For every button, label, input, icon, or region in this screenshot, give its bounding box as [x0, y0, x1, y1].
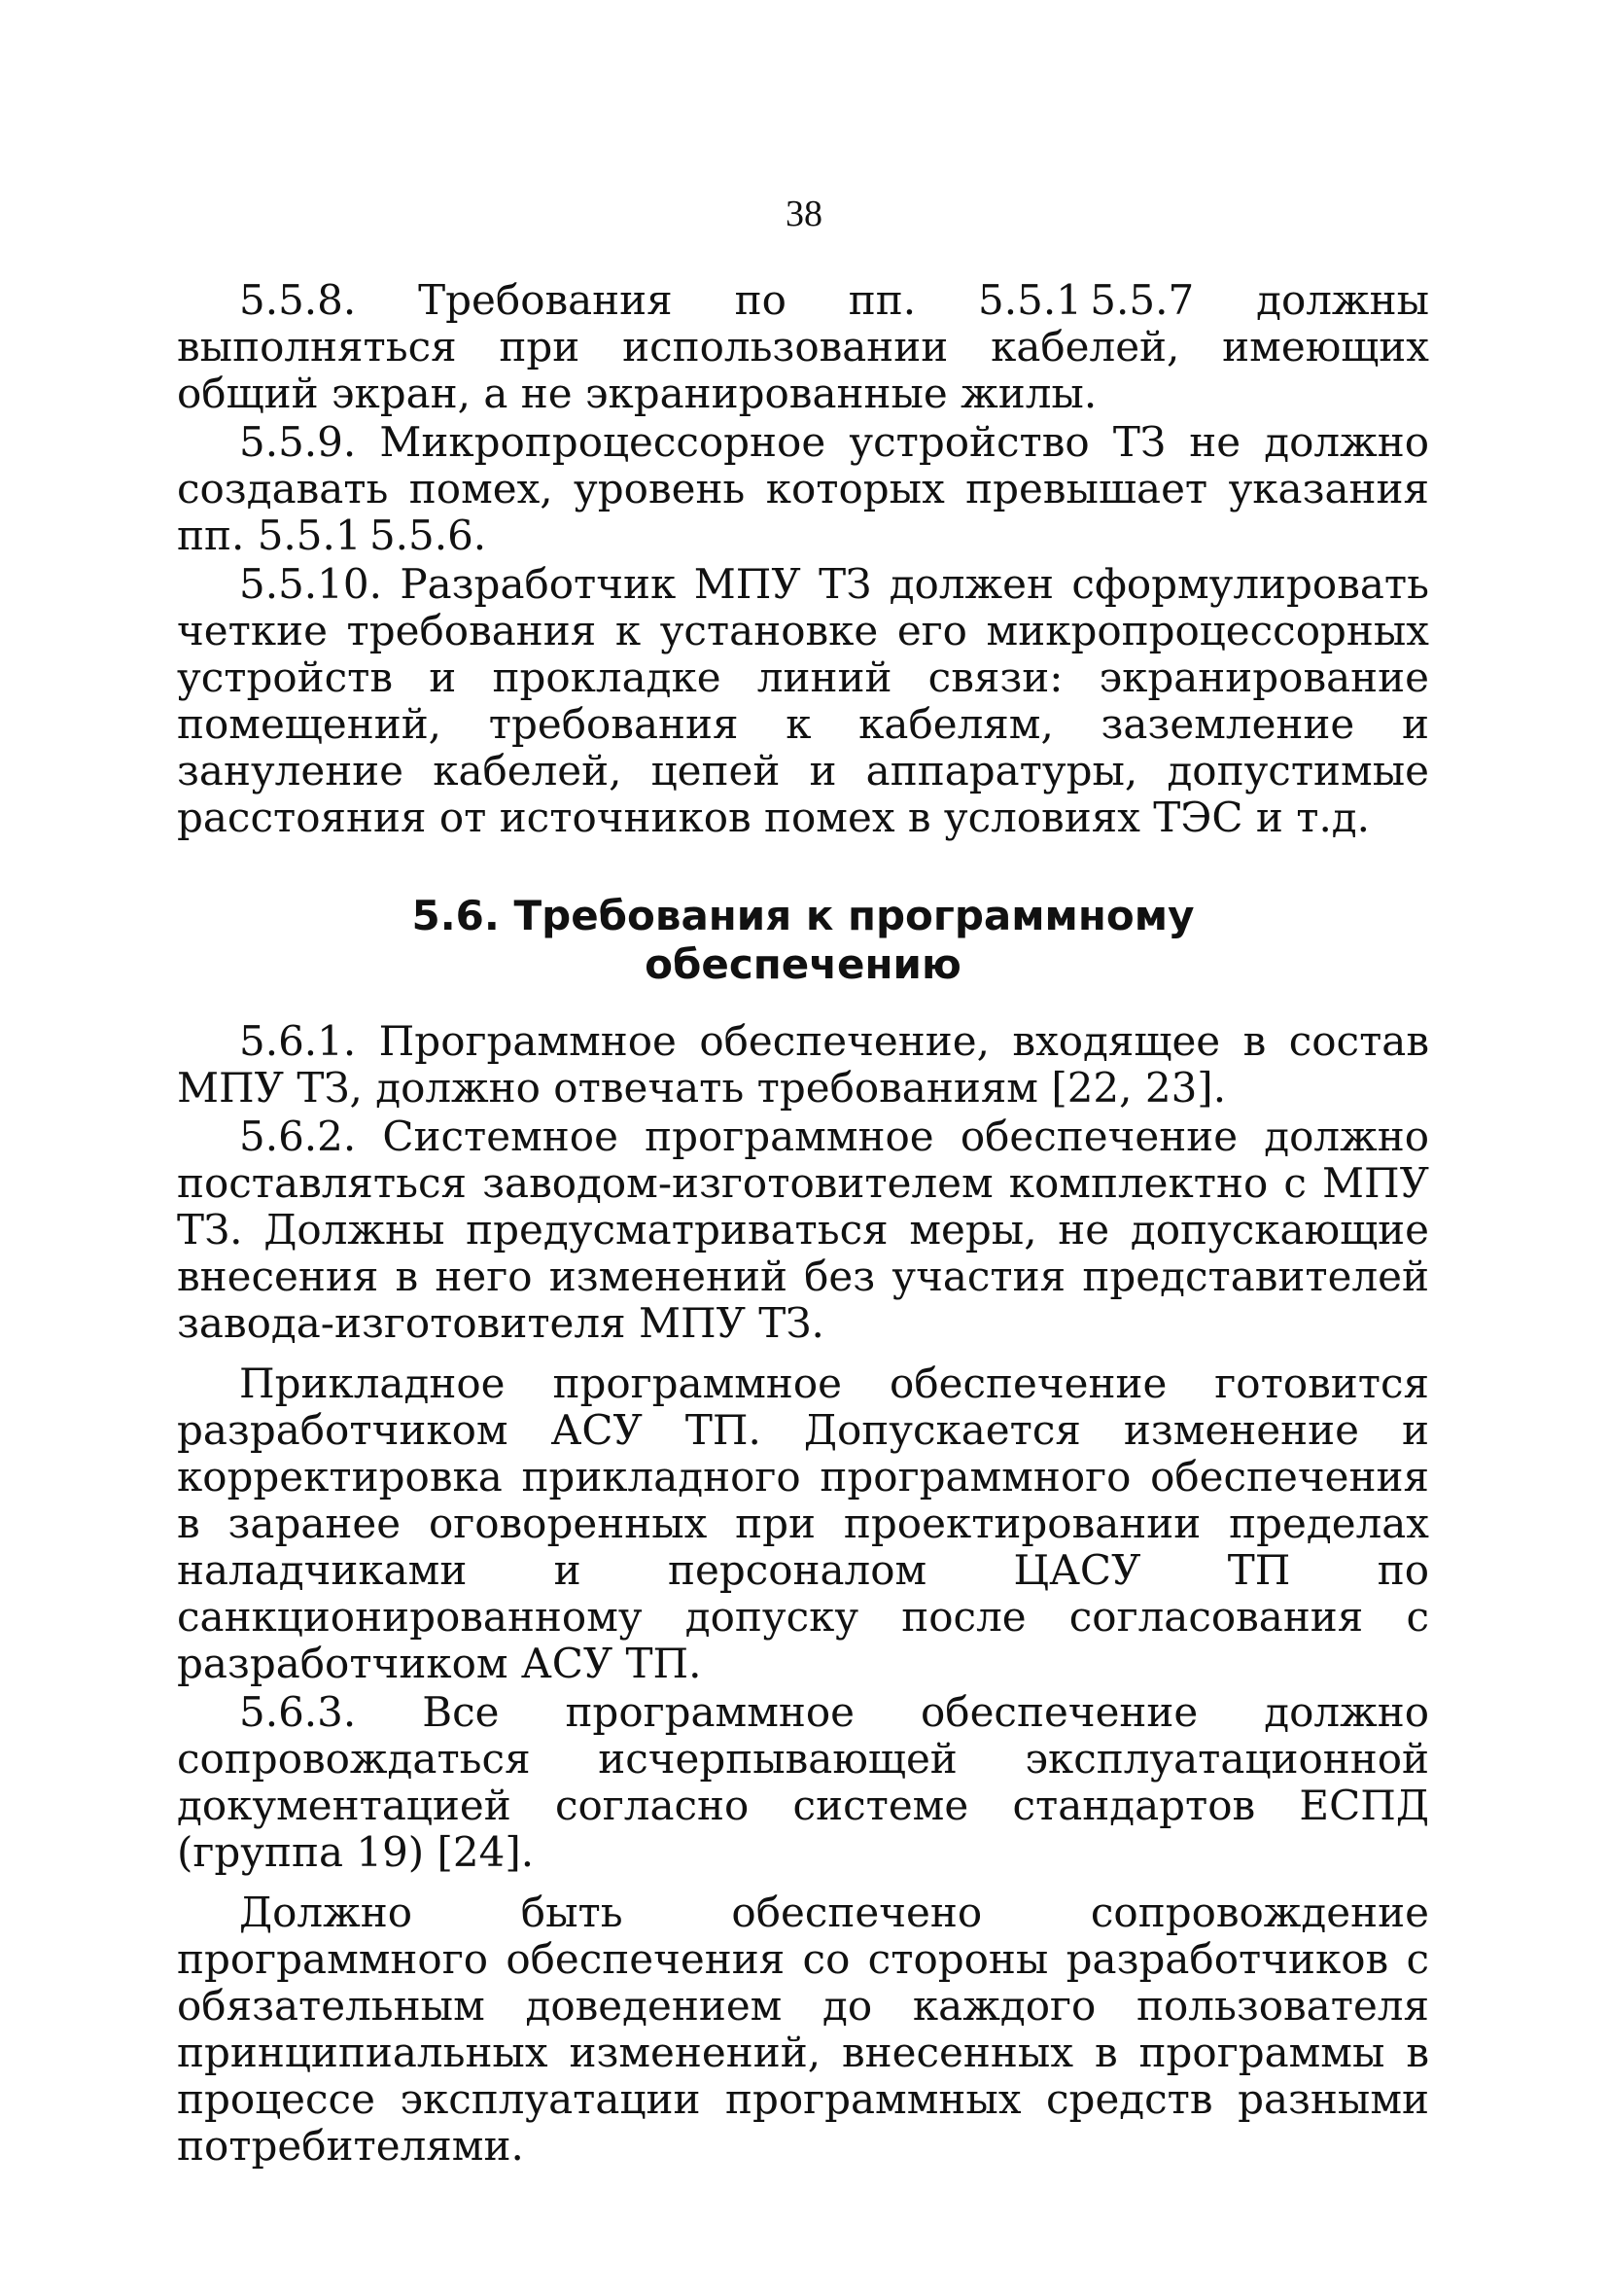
paragraph-5-6-3: 5.6.3. Все программное обеспечение должно сопровождаться исчерпывающей эксплуатационной документацией согласно системе стандартов ЕСПД (группа 19) [24]. — [177, 1688, 1429, 1876]
paragraph-applied-software: Прикладное программное обеспечение готовится разработчиком АСУ ТП. Допускается изменение и корректировка прикладного программного обеспечения в заранее оговоренных при проектировании пределах наладчиками и персоналом ЦАСУ ТП по санкционированному допуску после согласования с разработчиком АСУ ТП. — [177, 1360, 1429, 1687]
paragraph-5-6-2: 5.6.2. Системное программное обеспечение должно поставляться заводом-изготовителем комплектно с МПУ ТЗ. Должны предусматриваться меры, не допускающие внесения в него изменений без участия представителей завода-изготовителя МПУ ТЗ. — [177, 1113, 1429, 1347]
paragraph-5-5-8: 5.5.8. Требования по пп. 5.5.1 5.5.7 должны выполняться при использовании кабелей, имеющих общий экран, а не экранированные жилы. — [177, 276, 1429, 417]
page-number: 38 — [786, 194, 822, 234]
paragraph-5-6-1: 5.6.1. Программное обеспечение, входящее в состав МПУ ТЗ, должно отвечать требованиям [22, 23]. — [177, 1017, 1429, 1112]
page-body — [177, 277, 1429, 2170]
section-heading-line-2: обеспечению — [645, 940, 961, 988]
section-heading-line-1: 5.6. Требования к программному — [411, 892, 1195, 939]
paragraph-software-support: Должно быть обеспечено сопровождение программного обеспечения со стороны разработчиков с обязательным доведением до каждого пользователя принципиальных изменений, внесенных в программы в процессе эксплуатации программных средств разными потребителями. — [177, 1889, 1429, 2170]
section-heading-5-6 — [177, 892, 1429, 989]
paragraph-5-5-9: 5.5.9. Микропроцессорное устройство ТЗ не должно создавать помех, уровень которых превышает указания пп. 5.5.1 5.5.6. — [177, 418, 1429, 559]
paragraph-5-5-10: 5.5.10. Разработчик МПУ ТЗ должен сформулировать четкие требования к установке его микропроцессорных устройств и прокладке линий связи: экранирование помещений, требования к кабелям, заземление и зануление кабелей, цепей и аппаратуры, допустимые расстояния от источников помех в условиях ТЭС и т.д. — [177, 560, 1429, 841]
